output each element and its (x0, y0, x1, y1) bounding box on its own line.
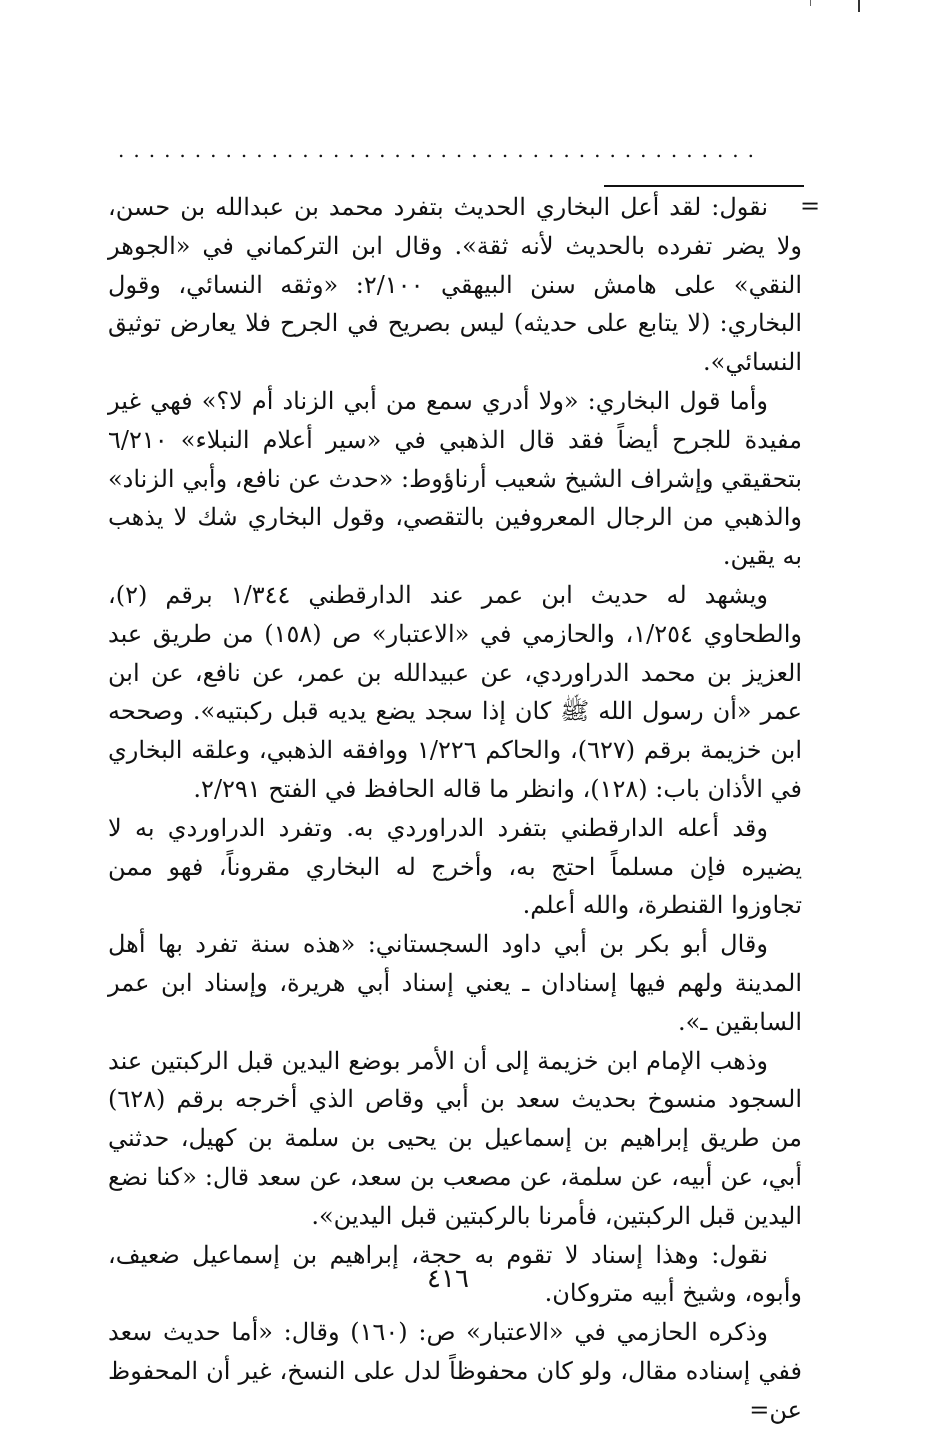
paragraph-7: نقول: وهذا إسناد لا تقوم به حجة، إبراهيم بن إسماعيل ضعيف، وأبوه، وشيخ أبيه متروكان. (108, 1240, 802, 1308)
scan-mark (858, 0, 860, 12)
paragraph-2: وأما قول البخاري: «ولا أدري سمع من أبي الزناد أم لا؟» فهي غير مفيدة للجرح أيضاً فقد قال الذهبي في «سير أعلام النبلاء» ٦/٢١٠ بتحقيقي وإشراف الشيخ شعيب أرناؤوط: «حدث عن نافع، وأبي الزناد» والذهبي من الرجال المعروفين بالتقصي، وقول البخاري شك لا يذهب به يقين. (108, 386, 802, 571)
paragraph-4: وقد أعله الدارقطني بتفرد الدراوردي به. وتفرد الدراوردي به لا يضيره فإن مسلماً احتج به، وأخرج له البخاري مقروناً، فهو ممن تجاوزوا القنطرة، والله أعلم. (108, 813, 802, 920)
paragraph-6: وذهب الإمام ابن خزيمة إلى أن الأمر بوضع اليدين قبل الركبتين عند السجود منسوخ بحديث سعد بن أبي وقاص الذي أخرجه برقم (٦٢٨) من طريق إبراهيم بن إسماعيل بن يحيى بن سلمة بن كهيل، حدثني أبي، عن أبيه، عن سلمة، عن مصعب بن سعد، عن سعد قال: «كنا نضع اليدين قبل الركبتين، فأمرنا بالركبتين قبل اليدين». (108, 1046, 802, 1230)
paragraph-1: نقول: لقد أعل البخاري الحديث بتفرد محمد بن عبدالله بن حسن، ولا يضر تفرده بالحديث لأنه ثقة». وقال ابن التركماني في «الجوهر النقي» على هامش سنن البيهقي ٢/١٠٠: «وثقه النسائي، وقول البخاري: (لا يتابع على حديثه) ليس بصريح في الجرح فلا يعارض توثيق النسائي». (108, 193, 802, 377)
page-number: ٤١٦ (427, 1264, 469, 1294)
footnote-rule (604, 185, 804, 187)
continuation-mark: = (800, 192, 821, 220)
paragraph-8: وذكره الحازمي في «الاعتبار» ص: (١٦٠) وقال: «أما حديث سعد ففي إسناده مقال، ولو كان محفوظاً لدل على النسخ، غير أن المحفوظ عن= (108, 1318, 803, 1424)
paragraph-3: ويشهد له حديث ابن عمر عند الدارقطني ١/٣٤٤ برقم (٢)، والطحاوي ١/٢٥٤، والحازمي في «الاعتبار» ص (١٥٨) من طريق عبد العزيز بن محمد الدراوردي، عن عبيدالله بن عمر، عن نافع، عن ابن عمر «أن رسول الله ﷺ كان إذا سجد يضع يديه قبل ركبتيه». وصححه ابن خزيمة برقم (٦٢٧)، والحاكم ١/٢٢٦ ووافقه الذهبي، وعلقه البخاري في الأذان باب: (١٢٨)، وانظر ما قاله الحافظ في الفتح ٢/٢٩١. (108, 580, 803, 803)
scan-mark-small (810, 0, 811, 6)
paragraph-5: وقال أبو بكر بن أبي داود السجستاني: «هذه سنة تفرد بها أهل المدينة ولهم فيها إسنادان ـ يعني إسناد أبي هريرة، وإسناد ابن عمر السابقين ـ». (108, 930, 802, 1036)
footnote-text (108, 188, 802, 1430)
footnote-separator-dots: .......................................... (118, 140, 764, 160)
